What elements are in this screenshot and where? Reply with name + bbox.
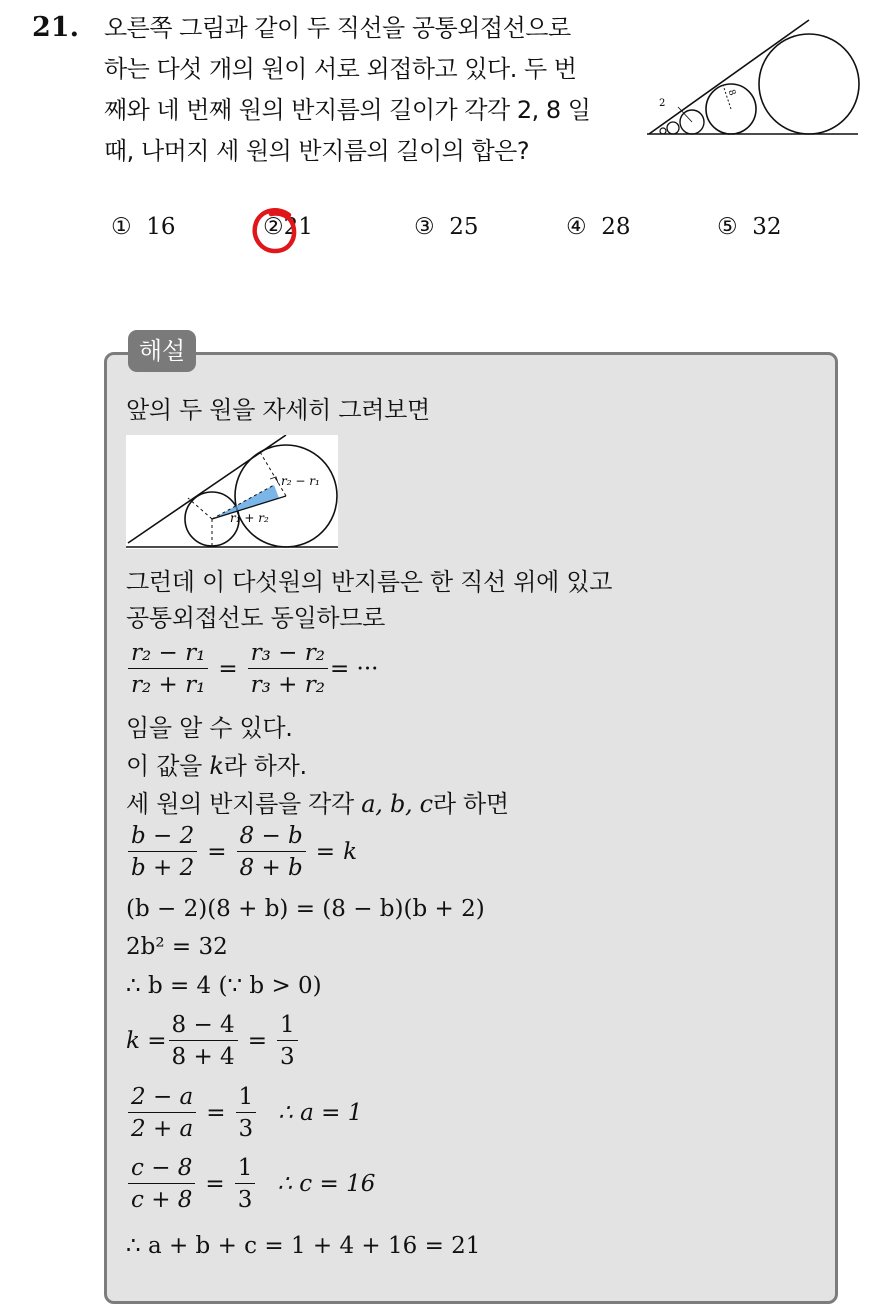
fraction <box>128 1084 196 1142</box>
numerator: 2 − a <box>128 1084 196 1113</box>
choice-value: 28 <box>601 214 631 240</box>
numerator: b − 2 <box>128 823 197 852</box>
equation-7: $\frac{c - 8}{c + 8}$ = $\frac{1}{3}$ ∴ c = 16 <box>126 1155 375 1213</box>
ratio-equation: $\frac{\text{r₂ − r₁}}{\text{r₂ + r₁}}$ = $\frac{\text{r₃ − r₂}}{\text{r₃ + r₂}}$ = ··· <box>126 640 378 698</box>
equation-8: ∴ a + b + c = 1 + 4 + 16 = 21 <box>126 1233 481 1259</box>
denominator: r₃ + r₂ <box>250 672 325 698</box>
choice-mark: ⑤ <box>717 214 738 240</box>
figure-label-r2: 2 <box>659 98 666 109</box>
denominator: c + 8 <box>131 1187 193 1213</box>
equation-rhs: k <box>343 839 357 865</box>
fraction <box>128 640 208 698</box>
fraction <box>236 1084 257 1142</box>
solution-line-1: 그런데 이 다섯원의 반지름은 한 직선 위에 있고 <box>126 568 613 596</box>
numerator: r₃ − r₂ <box>248 640 328 669</box>
equation-4: ∴ b = 4 (∵ b > 0) <box>126 973 322 999</box>
numerator: 1 <box>277 1012 298 1041</box>
figure-label-sum: r₁ + r₂ <box>230 511 269 525</box>
solution-two-circles-figure <box>126 435 338 549</box>
equation-lhs: k = <box>126 1028 167 1054</box>
choice-mark: ② <box>263 214 284 240</box>
variables: a, b, c <box>361 790 433 818</box>
answer-choices <box>0 214 884 254</box>
figure-label-r4: 8 <box>725 88 737 98</box>
fraction <box>128 823 197 881</box>
question-text <box>104 8 644 172</box>
equation-5: k = $\frac{8 - 4}{8 + 4}$ = $\frac{1}{3}$ <box>126 1012 300 1070</box>
fraction <box>277 1012 298 1070</box>
choice-value: 25 <box>449 214 479 240</box>
figure-label-diff: r₂ − r₁ <box>281 474 320 488</box>
numerator: 1 <box>236 1084 257 1113</box>
numerator: r₂ − r₁ <box>128 640 208 669</box>
question-circles-figure <box>645 15 860 140</box>
fraction <box>237 823 306 881</box>
choice-1[interactable] <box>111 214 176 240</box>
text: 라 하자. <box>223 752 307 780</box>
fraction <box>235 1155 256 1213</box>
text: 세 원의 반지름을 각각 <box>126 790 362 818</box>
equation-3: 2b² = 32 <box>126 934 228 960</box>
choice-mark: ① <box>111 214 132 240</box>
solution-intro: 앞의 두 원을 자세히 그려보면 <box>126 396 430 424</box>
denominator: 2 + a <box>131 1116 194 1142</box>
denominator: 3 <box>279 1044 295 1070</box>
denominator: 3 <box>238 1116 254 1142</box>
equation-tail: = ··· <box>329 656 379 682</box>
variable: k <box>209 752 224 780</box>
choice-4[interactable] <box>566 214 631 240</box>
solution-line-5 <box>126 784 509 819</box>
text: 이 값을 <box>126 752 210 780</box>
equation-6: $\frac{2 - a}{2 + a}$ = $\frac{1}{3}$ ∴ a = 1 <box>126 1084 362 1142</box>
question-line: 하는 다섯 개의 원이 서로 외접하고 있다. 두 번 <box>104 55 577 83</box>
numerator: c − 8 <box>128 1155 195 1184</box>
denominator: b + 2 <box>131 855 195 881</box>
numerator: 1 <box>235 1155 256 1184</box>
denominator: r₂ + r₁ <box>131 672 206 698</box>
choice-5[interactable] <box>717 214 782 240</box>
equation-tail: ∴ c = 16 <box>277 1171 376 1197</box>
solution-line-4 <box>126 746 307 781</box>
choice-value: 16 <box>146 214 176 240</box>
fraction <box>248 640 328 698</box>
solution-line-2: 공통외접선도 동일하므로 <box>126 604 386 632</box>
numerator: 8 − b <box>237 823 306 852</box>
question-number: 21. <box>32 12 79 43</box>
denominator: 8 + 4 <box>171 1044 235 1070</box>
equation-1: $\frac{b - 2}{b + 2}$ = $\frac{8 - b}{8 + b}$ = k <box>126 823 357 881</box>
choice-value: 21 <box>283 214 313 240</box>
solution-line-3: 임을 알 수 있다. <box>126 714 293 742</box>
question-line: 오른쪽 그림과 같이 두 직선을 공통외접선으로 <box>104 14 571 42</box>
choice-3[interactable] <box>414 214 479 240</box>
question-line: 때, 나머지 세 원의 반지름의 길이의 합은? <box>104 137 530 165</box>
selected-answer-circle-mark <box>249 205 301 257</box>
numerator: 8 − 4 <box>169 1012 238 1041</box>
denominator: 8 + b <box>239 855 303 881</box>
solution-tag: 해설 <box>128 330 196 372</box>
text: 라 하면 <box>432 790 509 818</box>
question-line: 째와 네 번째 원의 반지름의 길이가 각각 2, 8 일 <box>104 96 591 124</box>
fraction <box>128 1155 195 1213</box>
choice-mark: ④ <box>566 214 587 240</box>
equation-2: (b − 2)(8 + b) = (8 − b)(b + 2) <box>126 896 485 922</box>
choice-value: 32 <box>752 214 782 240</box>
choice-mark: ③ <box>414 214 435 240</box>
fraction <box>169 1012 238 1070</box>
denominator: 3 <box>237 1187 253 1213</box>
equation-tail: ∴ a = 1 <box>278 1100 363 1126</box>
